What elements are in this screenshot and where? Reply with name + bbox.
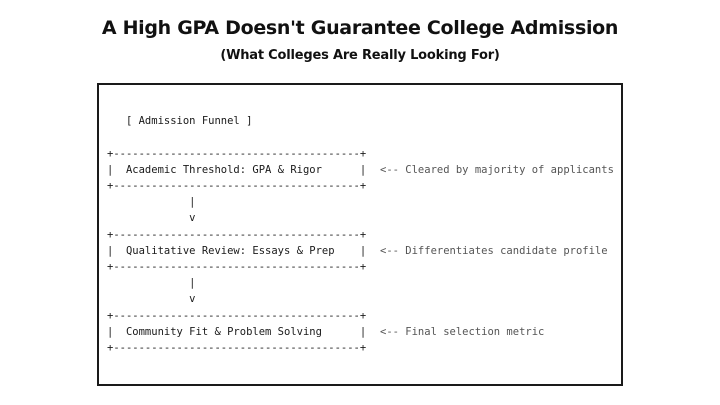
- stage-1-box-text: | Academic Threshold: GPA & Rigor |: [107, 164, 367, 176]
- page-title: A High GPA Doesn't Guarantee College Admission: [101, 17, 619, 39]
- connector-2-arrow: v: [107, 293, 196, 305]
- stage-3-box-text: | Community Fit & Problem Solving |: [107, 326, 367, 338]
- stage-2-box-text: | Qualitative Review: Essays & Prep |: [107, 245, 367, 257]
- stage-3-bottom-border: +---------------------------------------+: [107, 342, 367, 354]
- stage-1-top-border: +---------------------------------------+: [107, 148, 367, 160]
- stage-1-bottom-border: +---------------------------------------+: [107, 180, 367, 192]
- stage-2-top-border: +---------------------------------------+: [107, 229, 367, 241]
- stage-2-bottom-border: +---------------------------------------+: [107, 261, 367, 273]
- diagram-frame: [97, 83, 623, 386]
- connector-1-bar: |: [107, 196, 196, 208]
- connector-2-bar: |: [107, 277, 196, 289]
- funnel-heading: [ Admission Funnel ]: [107, 115, 253, 127]
- page-subtitle: (What Colleges Are Really Looking For): [220, 48, 500, 63]
- stage-2-note: <-- Differentiates candidate profile: [380, 245, 608, 257]
- stage-3-top-border: +---------------------------------------+: [107, 310, 367, 322]
- connector-1-arrow: v: [107, 212, 196, 224]
- stage-3-note: <-- Final selection metric: [380, 326, 545, 338]
- stage-1-note: <-- Cleared by majority of applicants: [380, 164, 614, 176]
